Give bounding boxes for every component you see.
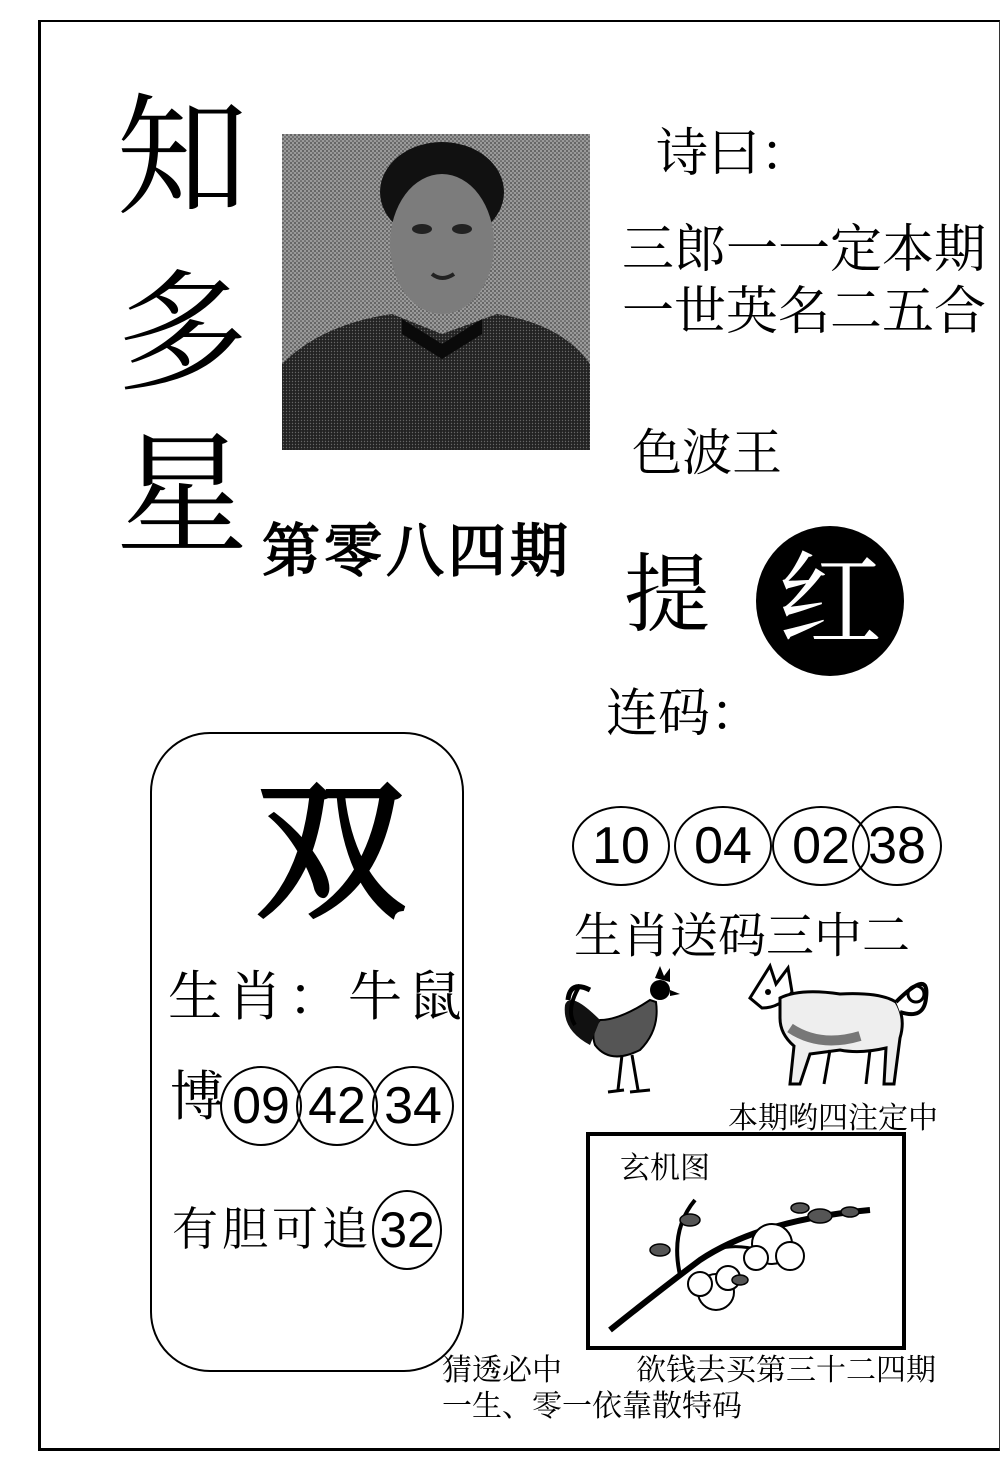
mystery-title: 玄机图 xyxy=(620,1151,710,1186)
bo-number-2-text: 42 xyxy=(308,1077,366,1135)
footer-line-2: 一生、零一依靠散特码 xyxy=(442,1389,742,1424)
bo-number-3 xyxy=(372,1066,454,1146)
lianma-number-2 xyxy=(674,806,772,886)
plum-branch-icon xyxy=(600,1180,890,1340)
lianma-number-2-text: 04 xyxy=(694,817,752,875)
zodiac-label: 生肖：牛鼠 xyxy=(168,965,468,1028)
lianma-number-4-text: 38 xyxy=(868,817,926,875)
guarantee-label: 本期哟四注定中 xyxy=(728,1101,938,1136)
lianma-number-4 xyxy=(852,806,942,886)
bo-number-1-text: 09 xyxy=(232,1077,290,1135)
chase-number xyxy=(372,1190,442,1270)
color-wave-label: 色波王 xyxy=(632,424,782,482)
lianma-number-1 xyxy=(572,806,670,886)
issue-label: 第零八四期 xyxy=(262,517,573,585)
poem-line-1: 三郎一一定本期 xyxy=(622,220,987,280)
title-char-1: 知 xyxy=(116,81,248,235)
footer-line-1-left: 猜透必中 xyxy=(442,1353,562,1388)
color-wave-prefix: 提 xyxy=(624,545,710,645)
lianma-number-3-text: 02 xyxy=(792,817,850,875)
poem-heading: 诗曰： xyxy=(656,124,813,184)
bo-label: 博 xyxy=(170,1065,224,1128)
rooster-icon xyxy=(560,960,684,1100)
title-char-2: 多 xyxy=(116,257,248,411)
color-wave-value: 红 xyxy=(777,540,882,662)
chase-number-text: 32 xyxy=(379,1202,435,1258)
footer-line-1-right: 欲钱去买第三十二四期 xyxy=(636,1353,936,1388)
dog-icon xyxy=(740,958,932,1092)
parity-char: 双 xyxy=(256,766,407,940)
bo-number-3-text: 34 xyxy=(384,1077,442,1135)
chase-label: 有胆可追 xyxy=(172,1202,372,1256)
lianma-number-1-text: 10 xyxy=(592,817,650,875)
bo-number-2 xyxy=(296,1066,378,1146)
title-char-3: 星 xyxy=(116,419,248,573)
zodiac-gift-label: 生肖送码三中二 xyxy=(574,908,911,964)
color-wave-badge xyxy=(756,526,904,676)
lianma-label: 连码： xyxy=(606,684,763,744)
poem-line-2: 一世英名二五合 xyxy=(622,282,987,342)
portrait-photo xyxy=(282,134,590,450)
bo-number-1 xyxy=(220,1066,302,1146)
